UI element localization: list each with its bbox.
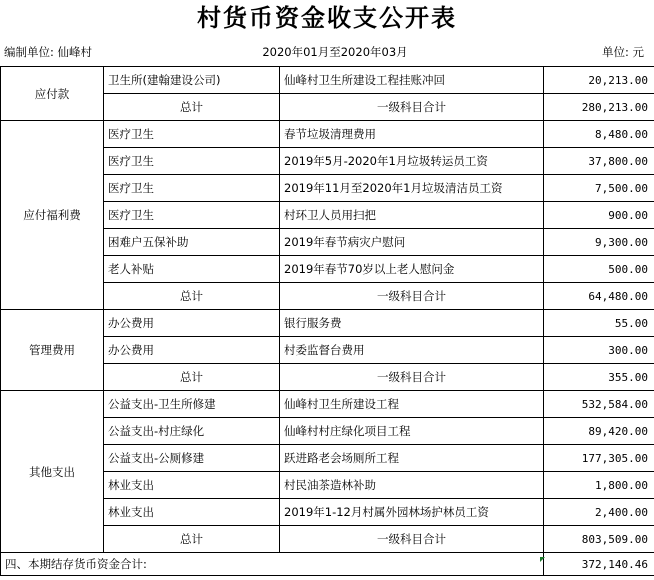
amount-cell: 300.00 [544,337,654,364]
amount-cell: 177,305.00 [544,445,654,472]
amount-cell: 37,800.00 [544,148,654,175]
closing-balance-row [1,553,654,576]
total-label: 总计 [104,94,280,121]
description-cell: 仙峰村卫生所建设工程 [280,391,544,418]
closing-balance-label: 四、本期结存货币资金合计: [1,553,544,576]
amount-cell: 20,213.00 [544,67,654,94]
amount-cell: 89,420.00 [544,418,654,445]
item-cell: 医疗卫生 [104,148,280,175]
amount-cell: 8,480.00 [544,121,654,148]
category-cell: 其他支出 [1,391,104,553]
page-title: 村货币资金收支公开表 [197,3,457,32]
amount-cell: 7,500.00 [544,175,654,202]
currency-unit: 单位: 元 [601,45,644,59]
category-cell: 管理费用 [1,310,104,391]
description-cell: 春节垃圾清理费用 [280,121,544,148]
cell-note-marker [540,557,545,562]
total-amount: 64,480.00 [544,283,654,310]
total-amount: 280,213.00 [544,94,654,121]
item-cell: 林业支出 [104,499,280,526]
category-cell: 应付款 [1,67,104,121]
amount-cell: 9,300.00 [544,229,654,256]
total-description: 一级科目合计 [280,364,544,391]
table-row [1,391,654,418]
description-cell: 仙峰村卫生所建设工程挂账冲回 [280,67,544,94]
description-cell: 2019年春节70岁以上老人慰问金 [280,256,544,283]
total-description: 一级科目合计 [280,94,544,121]
item-cell: 困难户五保补助 [104,229,280,256]
amount-cell: 1,800.00 [544,472,654,499]
description-cell: 村环卫人员用扫把 [280,202,544,229]
item-cell: 办公费用 [104,337,280,364]
description-cell: 银行服务费 [280,310,544,337]
total-amount: 355.00 [544,364,654,391]
reporting-unit: 编制单位: 仙峰村 [4,45,93,59]
table-row [1,67,654,94]
item-cell: 医疗卫生 [104,175,280,202]
item-cell: 林业支出 [104,472,280,499]
description-cell: 村民油茶造林补助 [280,472,544,499]
item-cell: 公益支出-卫生所修建 [104,391,280,418]
amount-cell: 2,400.00 [544,499,654,526]
description-cell: 跃进路老会场厕所工程 [280,445,544,472]
description-cell: 2019年春节病灾户慰问 [280,229,544,256]
item-cell: 医疗卫生 [104,202,280,229]
total-label: 总计 [104,364,280,391]
item-cell: 公益支出-公厕修建 [104,445,280,472]
item-cell: 老人补贴 [104,256,280,283]
closing-balance-amount: 372,140.46 [544,553,654,576]
amount-cell: 532,584.00 [544,391,654,418]
total-description: 一级科目合计 [280,283,544,310]
description-cell: 2019年1-12月村属外园林场护林员工资 [280,499,544,526]
total-amount: 803,509.00 [544,526,654,553]
item-cell: 办公费用 [104,310,280,337]
ledger-table [0,66,654,576]
description-cell: 2019年11月至2020年1月垃圾清洁员工资 [280,175,544,202]
total-label: 总计 [104,283,280,310]
total-label: 总计 [104,526,280,553]
amount-cell: 55.00 [544,310,654,337]
amount-cell: 900.00 [544,202,654,229]
item-cell: 卫生所(建翰建设公司) [104,67,280,94]
description-cell: 仙峰村村庄绿化项目工程 [280,418,544,445]
description-cell: 村委监督台费用 [280,337,544,364]
total-description: 一级科目合计 [280,526,544,553]
item-cell: 医疗卫生 [104,121,280,148]
table-row [1,310,654,337]
item-cell: 公益支出-村庄绿化 [104,418,280,445]
category-cell: 应付福利费 [1,121,104,310]
table-row [1,121,654,148]
reporting-period: 2020年01月至2020年03月 [262,45,408,59]
amount-cell: 500.00 [544,256,654,283]
description-cell: 2019年5月-2020年1月垃圾转运员工资 [280,148,544,175]
